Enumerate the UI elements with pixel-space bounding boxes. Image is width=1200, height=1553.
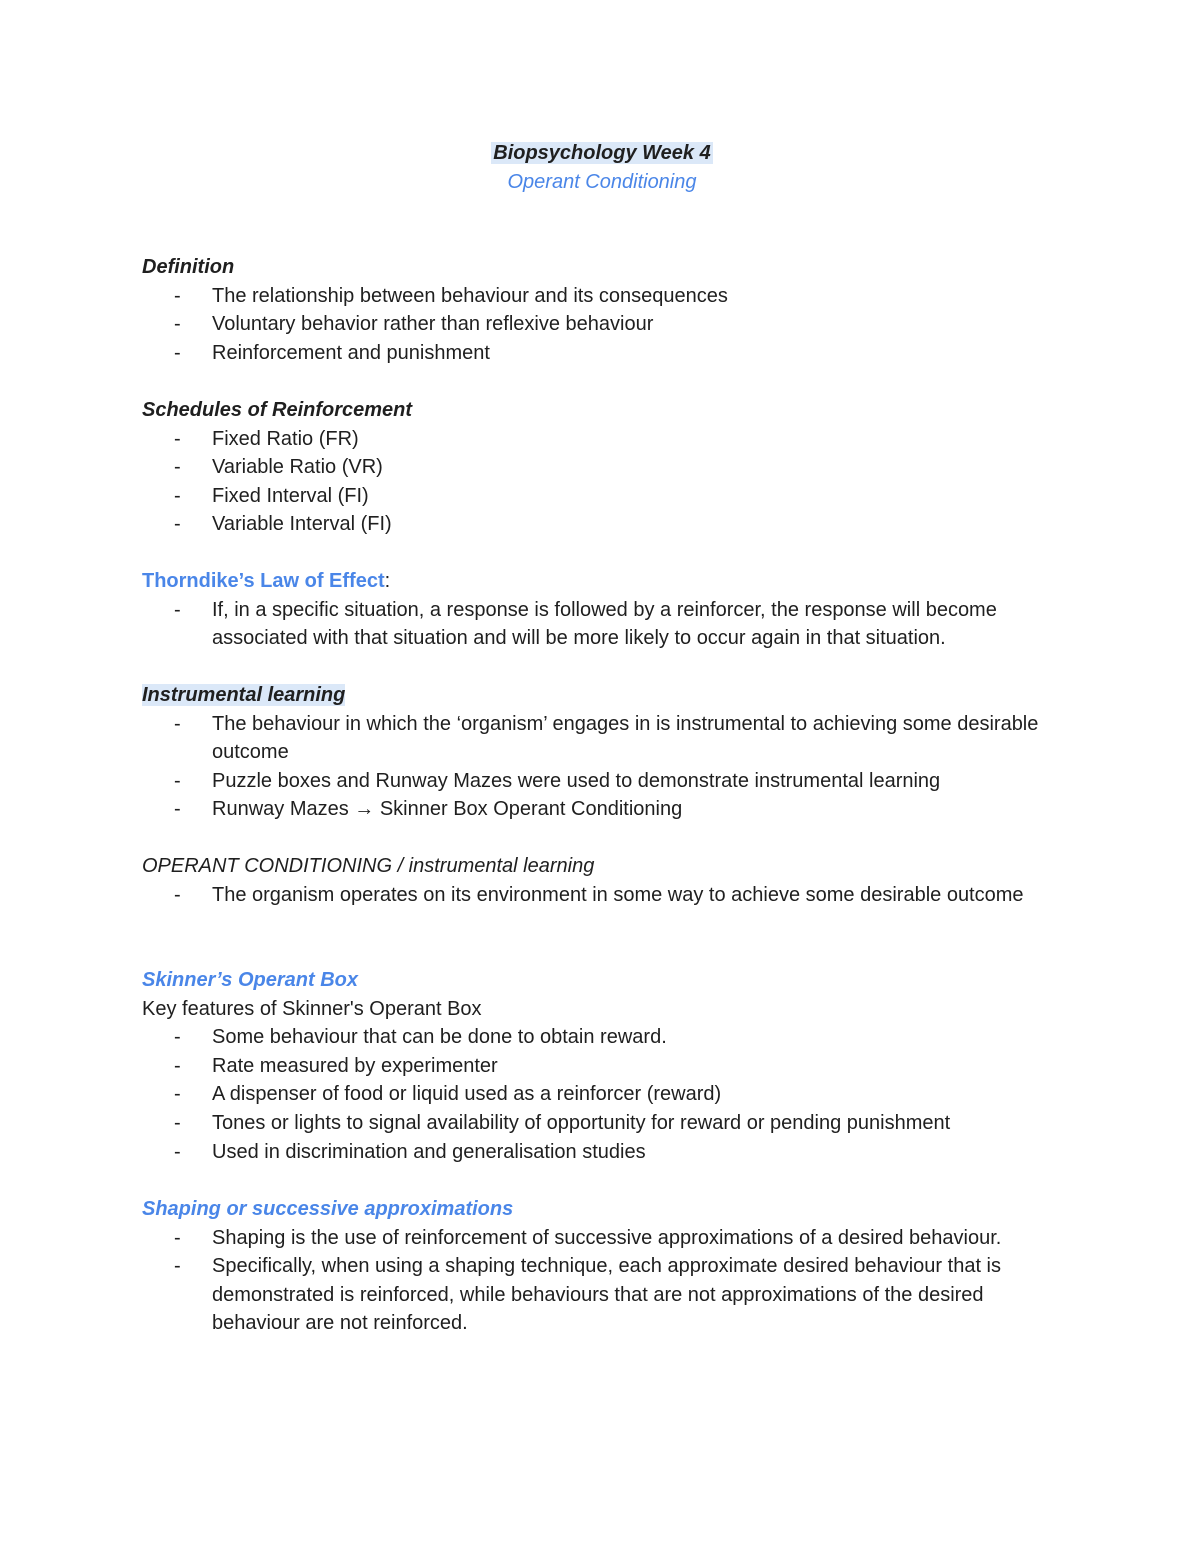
list-item-text: The behaviour in which the ‘organism’ engages in is instrumental to achieving some desirable outcome — [212, 712, 1039, 764]
section-heading-definition: Definition — [142, 256, 235, 278]
dash-bullet: - — [174, 1026, 181, 1049]
dash-bullet: - — [174, 427, 181, 450]
list-item — [142, 795, 1062, 824]
dash-bullet: - — [174, 1226, 181, 1249]
dash-bullet: - — [174, 712, 181, 735]
list-item — [142, 1138, 1062, 1167]
heading-colon: : — [384, 570, 391, 592]
section-heading-instrumental — [142, 681, 1062, 710]
document-header — [142, 139, 1062, 196]
list-item-text: Used in discrimination and generalisation studies — [212, 1140, 646, 1163]
list-item — [142, 596, 1062, 653]
section-heading-operant: OPERANT CONDITIONING / instrumental learning — [142, 855, 595, 877]
dash-bullet: - — [174, 1083, 181, 1106]
section-heading-instrumental-text: Instrumental learning — [142, 684, 346, 706]
page-title-text: Biopsychology Week 4 — [493, 142, 711, 164]
list-item-text: Runway Mazes → Skinner Box Operant Conditioning — [212, 798, 683, 821]
section-heading-thorndike — [142, 567, 1062, 596]
list-item — [142, 767, 1062, 796]
section-heading-skinner: Skinner’s Operant Box — [142, 969, 358, 991]
dash-bullet: - — [174, 1255, 181, 1278]
dash-bullet: - — [174, 798, 181, 821]
definition-list — [142, 282, 1062, 368]
list-item — [142, 453, 1062, 482]
list-item-text: Reinforcement and punishment — [212, 341, 490, 364]
list-item-text: Fixed Ratio (FR) — [212, 427, 359, 450]
page-title — [142, 139, 1062, 168]
list-item — [142, 1252, 1062, 1338]
list-item — [142, 282, 1062, 311]
list-item — [142, 1052, 1062, 1081]
section-skinner — [142, 966, 1062, 1166]
dash-bullet: - — [174, 484, 181, 507]
section-thorndike — [142, 567, 1062, 653]
list-item-text: Shaping is the use of reinforcement of successive approximations of a desired behaviour. — [212, 1226, 1002, 1249]
section-heading-shaping: Shaping or successive approximations — [142, 1198, 514, 1220]
section-heading-schedules: Schedules of Reinforcement — [142, 399, 413, 421]
page-subtitle: Operant Conditioning — [507, 170, 697, 193]
list-item — [142, 339, 1062, 368]
section-definition — [142, 253, 1062, 367]
section-heading-thorndike-text: Thorndike’s Law of Effect — [142, 570, 385, 592]
list-item — [142, 1080, 1062, 1109]
dash-bullet: - — [174, 313, 181, 336]
schedules-list — [142, 425, 1062, 539]
dash-bullet: - — [174, 456, 181, 479]
dash-bullet: - — [174, 769, 181, 792]
dash-bullet: - — [174, 341, 181, 364]
list-item-text: The relationship between behaviour and its consequences — [212, 284, 728, 307]
list-item — [142, 1224, 1062, 1253]
list-item — [142, 425, 1062, 454]
section-schedules — [142, 396, 1062, 539]
list-item-text: Variable Ratio (VR) — [212, 456, 383, 479]
list-item-text: The organism operates on its environment in some way to achieve some desirable outcome — [212, 883, 1024, 906]
list-item-text: Voluntary behavior rather than reflexive behaviour — [212, 313, 654, 336]
shaping-list — [142, 1224, 1062, 1338]
list-item-text: Specifically, when using a shaping technique, each approximate desired behaviour that is demonstrated is reinforced, while behaviours that are not approximations of the desired behaviour are not reinforced. — [212, 1255, 1002, 1335]
list-item — [142, 510, 1062, 539]
list-item-text: Fixed Interval (FI) — [212, 484, 369, 507]
dash-bullet: - — [174, 1140, 181, 1163]
list-item — [142, 310, 1062, 339]
operant-list — [142, 881, 1062, 910]
skinner-intro: Key features of Skinner's Operant Box — [142, 997, 482, 1020]
list-item-text: Rate measured by experimenter — [212, 1054, 498, 1077]
list-item-text: Some behaviour that can be done to obtain reward. — [212, 1026, 667, 1049]
thorndike-list — [142, 596, 1062, 653]
list-item-text: Puzzle boxes and Runway Mazes were used to demonstrate instrumental learning — [212, 769, 941, 792]
dash-bullet: - — [174, 284, 181, 307]
section-instrumental — [142, 681, 1062, 824]
dash-bullet: - — [174, 883, 181, 906]
list-item — [142, 881, 1062, 910]
instrumental-list — [142, 710, 1062, 824]
dash-bullet: - — [174, 1111, 181, 1134]
skinner-list — [142, 1023, 1062, 1166]
list-item — [142, 1109, 1062, 1138]
list-item-text: Variable Interval (FI) — [212, 513, 392, 536]
section-operant — [142, 852, 1062, 909]
list-item-text: If, in a specific situation, a response is followed by a reinforcer, the response will become associated with that situation and will be more likely to occur again in that situation. — [212, 598, 997, 650]
dash-bullet: - — [174, 513, 181, 536]
list-item-text: Tones or lights to signal availability of opportunity for reward or pending punishment — [212, 1111, 951, 1134]
dash-bullet: - — [174, 1054, 181, 1077]
list-item — [142, 482, 1062, 511]
list-item — [142, 1023, 1062, 1052]
section-shaping — [142, 1195, 1062, 1338]
list-item — [142, 710, 1062, 767]
dash-bullet: - — [174, 598, 181, 621]
list-item-text: A dispenser of food or liquid used as a reinforcer (reward) — [212, 1083, 722, 1106]
